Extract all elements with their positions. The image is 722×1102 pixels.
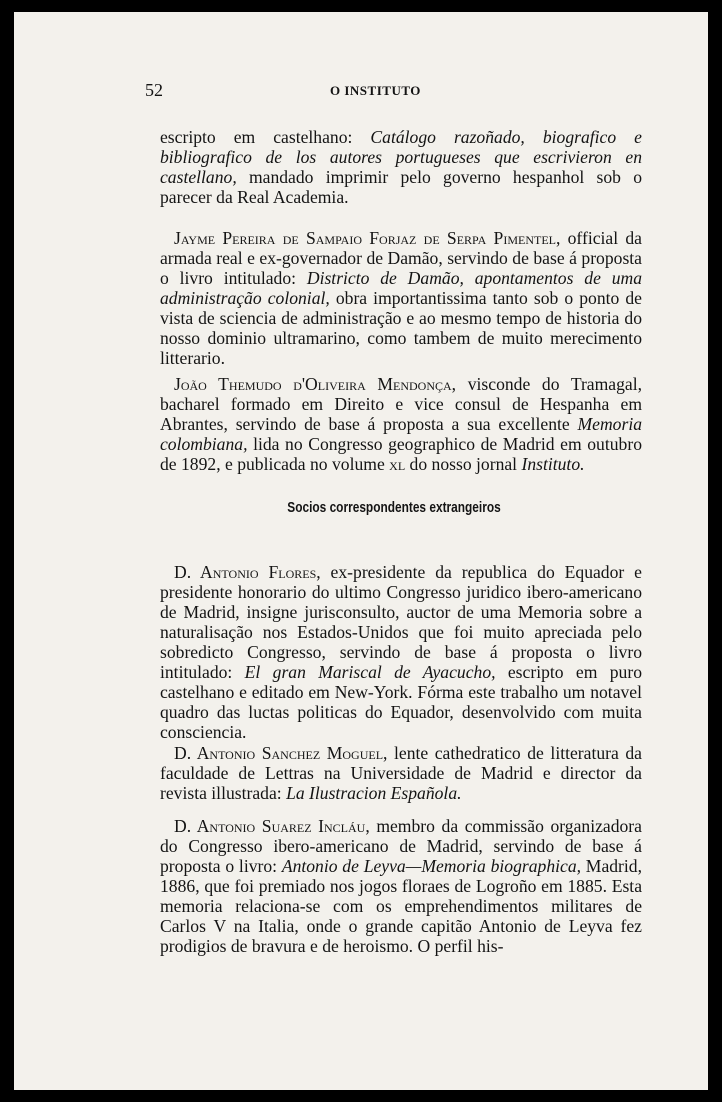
text: Madrid, 1886, que foi premiado nos jogos floraes de Logroño em 1885. Esta memoria relaciona-se com os emprehendimentos militares de Carlos V na Italia, onde o grande capitão Antonio de Leyva fez prodigios de bravura e de heroismo. O perfil his- [160,856,642,956]
book-title: Antonio de Leyva—Memoria biographica, [281,856,582,876]
person-name: D. Antonio Sanchez Moguel, [174,743,388,763]
person-name: Jayme Pereira de Sampaio Forjaz de Serpa Pimentel, [174,228,561,248]
section-heading: Socios correspondentes extrangeiros [287,500,501,516]
book-title: Memoria colombiana, [160,414,642,454]
paragraph-jayme-pimentel [160,228,642,368]
text: mandado imprimir pelo governo hespanhol sob o parecer da Real Academia. [160,167,642,207]
text: escripto em castelhano: [160,127,371,147]
journal-title: Instituto. [521,454,585,474]
page-number: 52 [145,80,163,100]
volume-number: xl [389,454,406,474]
paragraph-suarez-inclau [160,816,642,956]
text: lente cathedratico de litteratura da faculdade de Lettras na Universidade de Madrid e director da revista illustrada: [160,743,642,803]
person-name: João Themudo d'Oliveira Mendonça, [174,374,457,394]
text: obra importantissima tanto sob o ponto de vista de sciencia de administração e ao mesmo tempo de historia do nosso dominio ultramarino, como tambem de muito merecimento litterario. [160,288,642,368]
text: ex-presidente da republica do Equador e presidente honorario do ultimo Congresso juridico ibero-americano de Madrid, insigne jurisconsulto, auctor de uma Memoria sobre a naturalisação nos Estados-Unidos que foi muito apreciada pelo sobredicto Congresso, servindo de base á proposta o livro intitulado: [160,562,642,682]
text: do nosso jornal [405,454,522,474]
book-title: Districto de Damão, apontamentos de uma administração colonial, [160,268,643,308]
person-name: D. Antonio Suarez Incláu, [174,816,370,836]
text: official da armada real e ex-governador de Damão, servindo de base á proposta o livro intitulado: [160,228,642,288]
paragraph-joao-mendonca [160,374,642,474]
paragraph-catalogo [160,127,642,207]
person-name: D. Antonio Flores, [174,562,321,582]
running-title: O INSTITUTO [330,83,421,98]
paragraph-antonio-flores [160,562,642,742]
text: membro da commissão organizadora do Congresso ibero-americano de Madrid, servindo de base á proposta o livro: [160,816,642,876]
text: visconde do Tramagal, bacharel formado em Direito e vice consul de Hespanha em Abrantes, servindo de base á proposta a sua excellente [160,374,642,434]
book-title: Catálogo razoñado, biografico e bibliografico de los autores portugueses que escrivieron en castellano, [160,127,642,187]
paragraph-sanchez-moguel [160,743,642,803]
book-title: El gran Mariscal de Ayacucho, [244,662,496,682]
magazine-title: La Ilustracion Española. [286,783,462,803]
text: lida no Congresso geographico de Madrid em outubro de 1892, e publicada no volume [160,434,642,474]
text: escripto em puro castelhano e editado em New-York. Fórma este trabalho um notavel quadro das luctas politicas do Equador, desenvolvido com muita consciencia. [160,662,642,742]
